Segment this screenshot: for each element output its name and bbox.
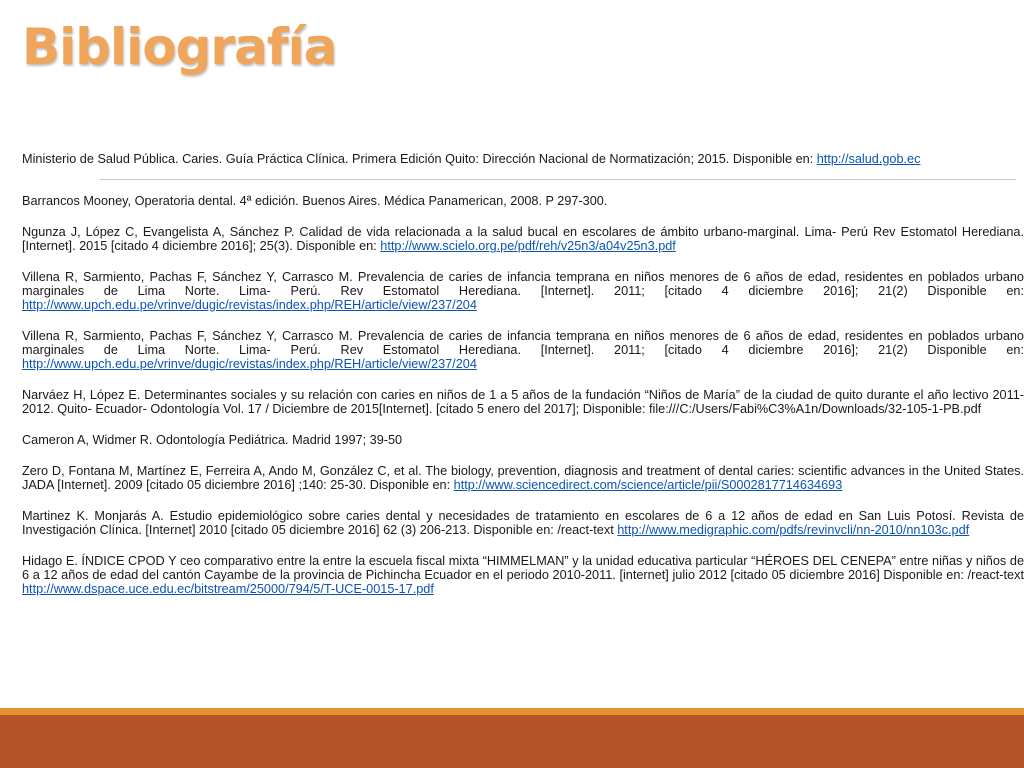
page-title: Bibliografía	[22, 18, 337, 76]
reference-link[interactable]: http://www.dspace.uce.edu.ec/bitstream/25000/794/5/T-UCE-0015-17.pdf	[22, 582, 434, 596]
reference-item	[22, 433, 1024, 447]
footer-accent-stripe	[0, 708, 1024, 715]
reference-text: Hidago E. ÍNDICE CPOD Y ceo comparativo entre la entre la escuela fiscal mixta “HIMMELMAN” y la unidad educativa particular “HÉROES DEL CENEPA” entre niñas y niños de 6 a 12 años de edad del cantón Cayambe de la provincia de Pichincha Ecuador en el periodo 2010-2011. [internet] julio 2012 [citado 05 diciembre 2016] Disponible en: /react-text	[22, 554, 1024, 582]
reference-link[interactable]: http://www.sciencedirect.com/science/article/pii/S0002817714634693	[453, 478, 843, 492]
reference-text: Cameron A, Widmer R. Odontología Pediátrica. Madrid 1997; 39-50	[22, 433, 403, 447]
reference-link[interactable]: http://www.scielo.org.pe/pdf/reh/v25n3/a04v25n3.pdf	[380, 239, 676, 253]
reference-text: Zero D, Fontana M, Martínez E, Ferreira A, Ando M, González C, et al. The biology, prevention, diagnosis and treatment of dental caries: scientific advances in the United States. JADA [Internet]. 2009 [citado 05 diciembre 2016] ;140: 25-30. Disponible en:	[22, 464, 1024, 492]
reference-link[interactable]: http://www.medigraphic.com/pdfs/revinvcli/nn-2010/nn103c.pdf	[617, 523, 970, 537]
reference-link[interactable]: http://www.upch.edu.pe/vrinve/dugic/revistas/index.php/REH/article/view/237/204	[22, 298, 477, 312]
reference-list	[22, 152, 1024, 613]
reference-text: Ngunza J, López C, Evangelista A, Sánchez P. Calidad de vida relacionada a la salud bucal en escolares de ámbito urbano-marginal. Lima- Perú Rev Estomatol Herediana. [Internet]. 2015 [citado 4 diciembre 2016]; 25(3). Disponible en:	[22, 225, 1024, 253]
reference-item	[22, 152, 1024, 166]
reference-item	[22, 270, 1024, 312]
reference-text: Martinez K. Monjarás A. Estudio epidemiológico sobre caries dental y necesidades de tratamiento en escolares de 6 a 12 años de edad en San Luis Potosí. Revista de Investigación Clínica. [Internet] 2010 [citado 05 diciembre 2016] 62 (3) 206-213. Disponible en: /react-text	[22, 509, 1024, 537]
reference-item	[22, 329, 1024, 371]
reference-link[interactable]: http://salud.gob.ec	[816, 152, 921, 166]
reference-item	[22, 554, 1024, 596]
footer-band	[0, 715, 1024, 768]
reference-text: Ministerio de Salud Pública. Caries. Guía Práctica Clínica. Primera Edición Quito: Dirección Nacional de Normatización; 2015. Disponible en:	[22, 152, 817, 166]
reference-text: Barrancos Mooney, Operatoria dental. 4ª edición. Buenos Aires. Médica Panamerican, 2008. P 297-300.	[22, 194, 608, 208]
reference-text: Villena R, Sarmiento, Pachas F, Sánchez Y, Carrasco M. Prevalencia de caries de infancia temprana en niños menores de 6 años de edad, residentes en poblados urbano marginales de Lima Norte. Lima- Perú. Rev Estomatol Herediana. [Internet]. 2011; [citado 4 diciembre 2016]; 21(2) Disponible en:	[22, 329, 1024, 357]
reference-link[interactable]: http://www.upch.edu.pe/vrinve/dugic/revistas/index.php/REH/article/view/237/204	[22, 357, 477, 371]
reference-item	[22, 509, 1024, 537]
reference-item	[22, 464, 1024, 492]
reference-item	[22, 194, 1024, 208]
divider	[100, 179, 1016, 180]
reference-text: Villena R, Sarmiento, Pachas F, Sánchez Y, Carrasco M. Prevalencia de caries de infancia temprana en niños menores de 6 años de edad, residentes en poblados urbano marginales de Lima Norte. Lima- Perú. Rev Estomatol Herediana. [Internet]. 2011; [citado 4 diciembre 2016]; 21(2) Disponible en:	[22, 270, 1024, 298]
reference-item	[22, 388, 1024, 416]
reference-text: Narváez H, López E. Determinantes sociales y su relación con caries en niños de 1 a 5 años de la fundación “Niños de María” de la ciudad de quito durante el año lectivo 2011-2012. Quito- Ecuador- Odontología Vol. 17 / Diciembre de 2015[Internet]. [citado 5 enero del 2017]; Disponible: file:///C:/Users/Fabi%C3%A1n/Downloads/32-105-1-PB.pdf	[22, 388, 1024, 416]
reference-item	[22, 225, 1024, 253]
